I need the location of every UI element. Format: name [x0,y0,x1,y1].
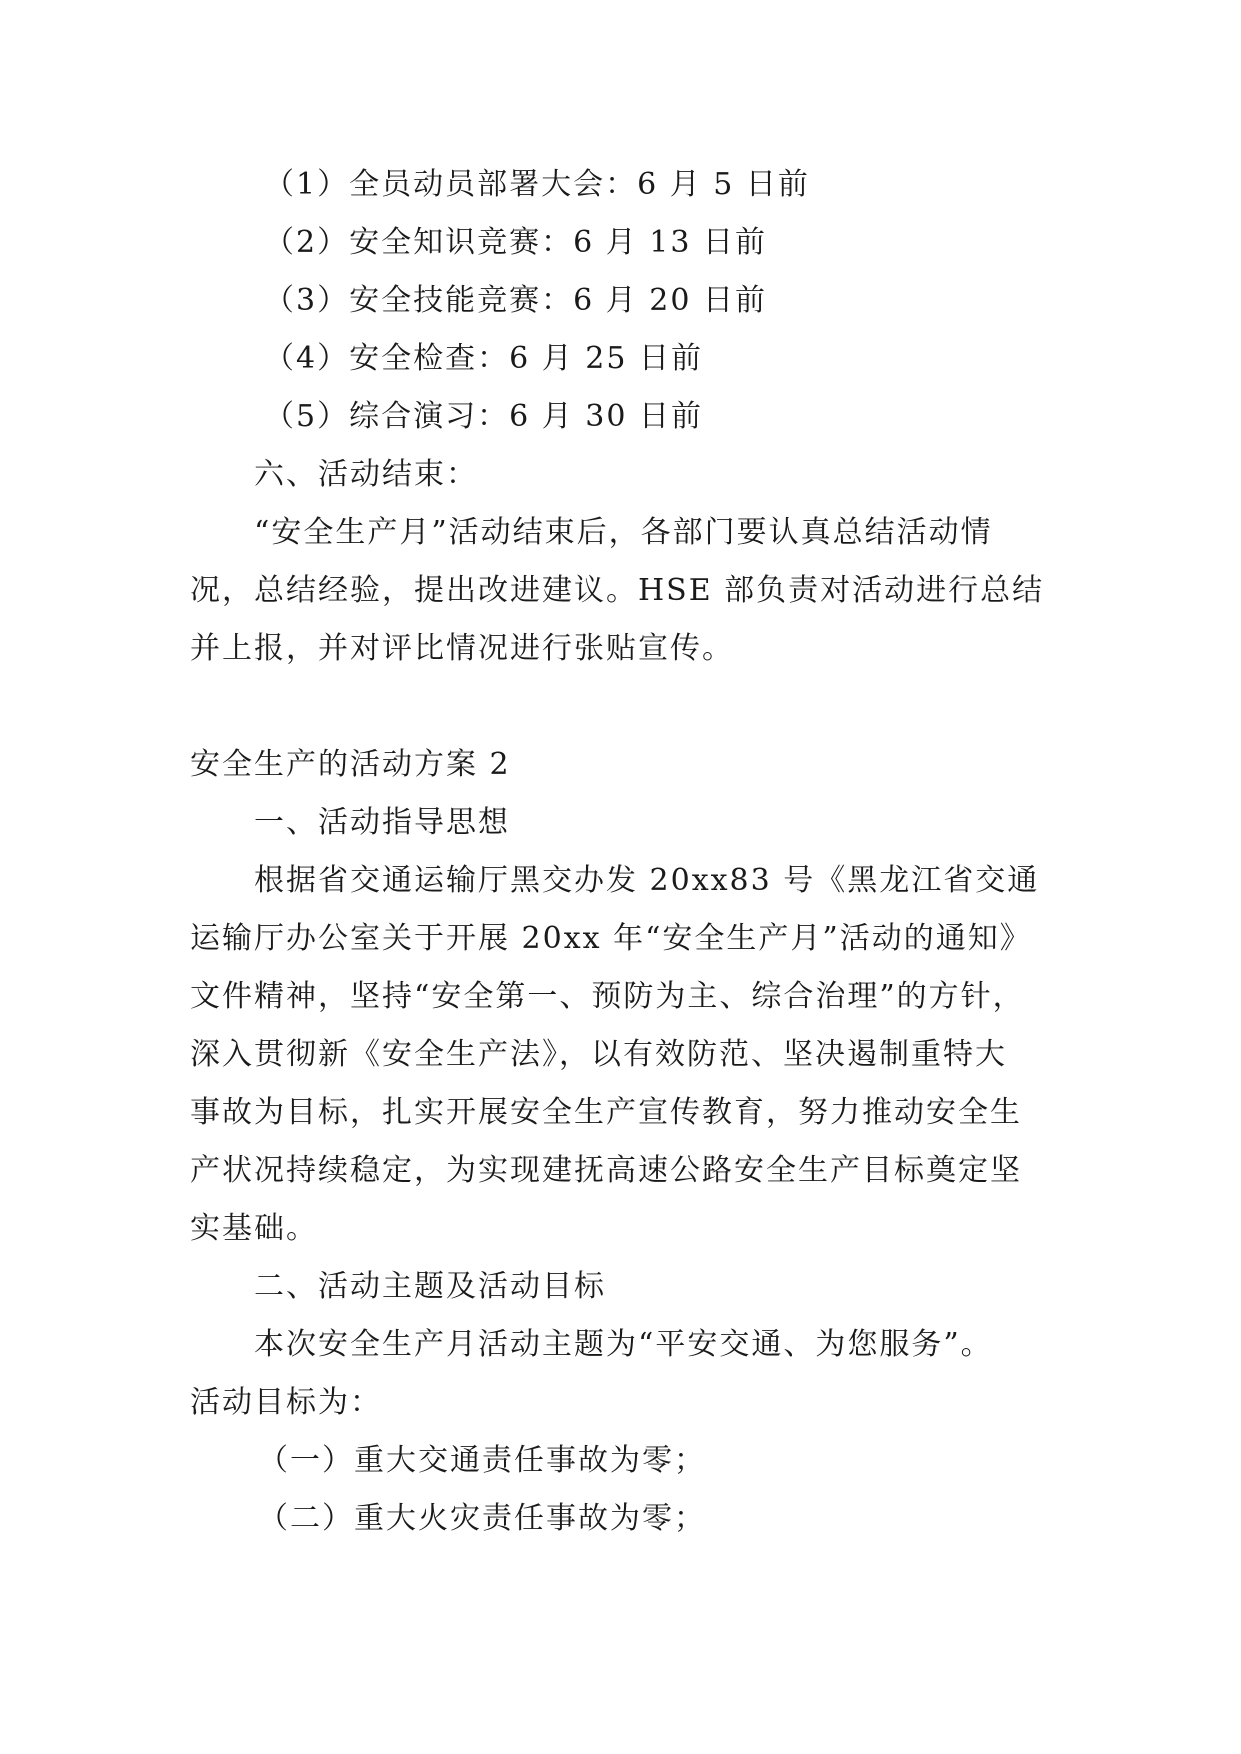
paragraph-line: “安全生产月”活动结束后，各部门要认真总结活动情 [254,515,993,550]
section-heading: 二、活动主题及活动目标 [254,1269,606,1304]
schedule-item: （3）安全技能竞赛：6 月 20 日前 [264,283,767,318]
paragraph-line: 文件精神，坚持“安全第一、预防为主、综合治理”的方针， [190,979,1025,1014]
paragraph-line: 产状况持续稳定，为实现建抚高速公路安全生产目标奠定坚 [190,1153,1022,1188]
paragraph-line: 况，总结经验，提出改进建议。HSE 部负责对活动进行总结 [190,573,1045,608]
paragraph-line: 根据省交通运输厅黑交办发 20xx83 号《黑龙江省交通 [254,863,1040,898]
paragraph-line: 运输厅办公室关于开展 20xx 年“安全生产月”活动的通知》 [190,921,1032,956]
section-heading: 一、活动指导思想 [254,805,510,840]
schedule-item: （1）全员动员部署大会：6 月 5 日前 [264,167,810,202]
paragraph-line: 并上报，并对评比情况进行张贴宣传。 [190,631,734,666]
schedule-item: （2）安全知识竞赛：6 月 13 日前 [264,225,767,260]
paragraph-line: 实基础。 [190,1211,318,1246]
schedule-item: （4）安全检查：6 月 25 日前 [264,341,703,376]
section-heading: 六、活动结束： [254,457,478,492]
paragraph-line: 深入贯彻新《安全生产法》，以有效防范、坚决遏制重特大 [190,1037,1007,1072]
paragraph-line: 本次安全生产月活动主题为“平安交通、为您服务”。 [254,1327,993,1362]
goal-item: （二）重大火灾责任事故为零； [258,1501,706,1536]
plan-title: 安全生产的活动方案 2 [190,747,511,782]
paragraph-line: 活动目标为： [190,1385,382,1420]
paragraph-line: 事故为目标，扎实开展安全生产宣传教育，努力推动安全生 [190,1095,1022,1130]
schedule-item: （5）综合演习：6 月 30 日前 [264,399,703,434]
goal-item: （一）重大交通责任事故为零； [258,1443,706,1478]
